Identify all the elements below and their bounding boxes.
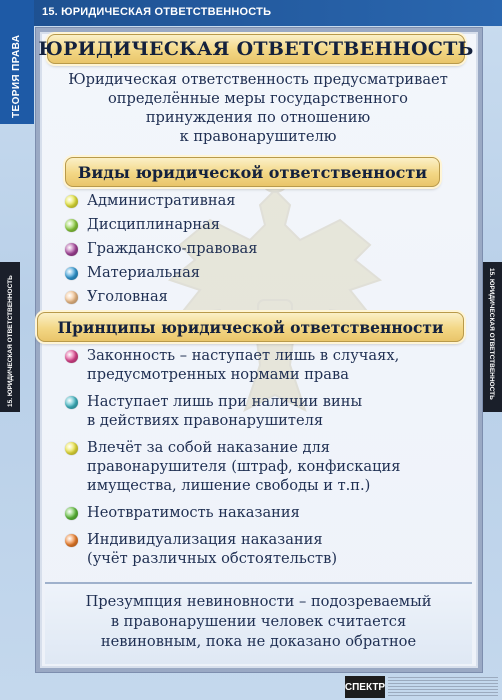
intro-line: Юридическая ответственность предусматривает — [68, 71, 448, 88]
list-item — [63, 438, 463, 495]
list-item — [63, 287, 443, 311]
list-item — [63, 239, 443, 263]
list-item-line: Наступает лишь при наличии вины — [87, 393, 363, 410]
bullet-icon — [65, 507, 78, 520]
left-side-strip — [0, 262, 20, 412]
list-item-line: Законность – наступает лишь в случаях, — [87, 347, 400, 364]
types-list — [63, 191, 443, 311]
list-item-label: Материальная — [87, 264, 200, 281]
presumption-line: невиновным, пока не доказано обратное — [100, 633, 417, 650]
right-side-strip — [482, 262, 502, 412]
top-bar — [0, 0, 502, 26]
section-tab — [0, 0, 34, 124]
list-item-line: в действиях правонарушителя — [87, 412, 324, 429]
presumption-line: Презумпция невиновности – подозреваемый — [85, 593, 432, 610]
bullet-icon — [65, 442, 78, 455]
list-item — [63, 503, 463, 522]
bullet-icon — [65, 267, 78, 280]
intro-text — [48, 70, 468, 146]
list-item — [63, 346, 463, 384]
list-item — [63, 263, 443, 287]
list-item-label: Дисциплинарная — [87, 216, 221, 233]
list-item-line: Неотвратимость наказания — [87, 504, 300, 521]
types-heading: Виды юридической ответственности — [65, 157, 440, 187]
publisher-fine-print — [388, 677, 498, 697]
list-item-label: Уголовная — [87, 288, 168, 305]
list-item — [63, 530, 463, 568]
principles-heading: Принципы юридической ответственности — [37, 312, 464, 342]
bullet-icon — [65, 195, 78, 208]
list-item-line: правонарушителя (штраф, конфискация — [87, 458, 401, 475]
list-item — [63, 215, 443, 239]
list-item-label: Административная — [87, 192, 236, 209]
intro-line: принуждения по отношению — [145, 109, 371, 126]
list-item-label: Гражданско-правовая — [87, 240, 258, 257]
list-item-line: Индивидуализация наказания — [87, 531, 323, 548]
list-item-line: предусмотренных нормами права — [87, 366, 349, 383]
bullet-icon — [65, 291, 78, 304]
presumption-line: в правонарушении человек считается — [110, 613, 407, 630]
poster-number-title: 15. ЮРИДИЧЕСКАЯ ОТВЕТСТВЕННОСТЬ — [42, 6, 272, 18]
section-label: ТЕОРИЯ ПРАВА — [11, 34, 22, 118]
bullet-icon — [65, 534, 78, 547]
list-item — [63, 392, 463, 430]
principles-list — [63, 346, 463, 576]
intro-line: определённые меры государственного — [108, 90, 408, 107]
bullet-icon — [65, 219, 78, 232]
right-side-label: 15. ЮРИДИЧЕСКАЯ ОТВЕТСТВЕННОСТЬ — [488, 268, 495, 400]
bullet-icon — [65, 350, 78, 363]
bullet-icon — [65, 396, 78, 409]
list-item-line: имущества, лишение свободы и т.п.) — [87, 477, 371, 494]
bullet-icon — [65, 243, 78, 256]
intro-line: к правонарушителю — [179, 128, 337, 145]
presumption-box — [45, 582, 472, 664]
main-title: ЮРИДИЧЕСКАЯ ОТВЕТСТВЕННОСТЬ — [47, 34, 465, 64]
list-item-line: (учёт различных обстоятельств) — [87, 550, 338, 567]
list-item-line: Влечёт за собой наказание для — [87, 439, 330, 456]
publisher-logo: СПЕКТР — [345, 676, 385, 698]
left-side-label: 15. ЮРИДИЧЕСКАЯ ОТВЕТСТВЕННОСТЬ — [7, 275, 14, 407]
list-item — [63, 191, 443, 215]
